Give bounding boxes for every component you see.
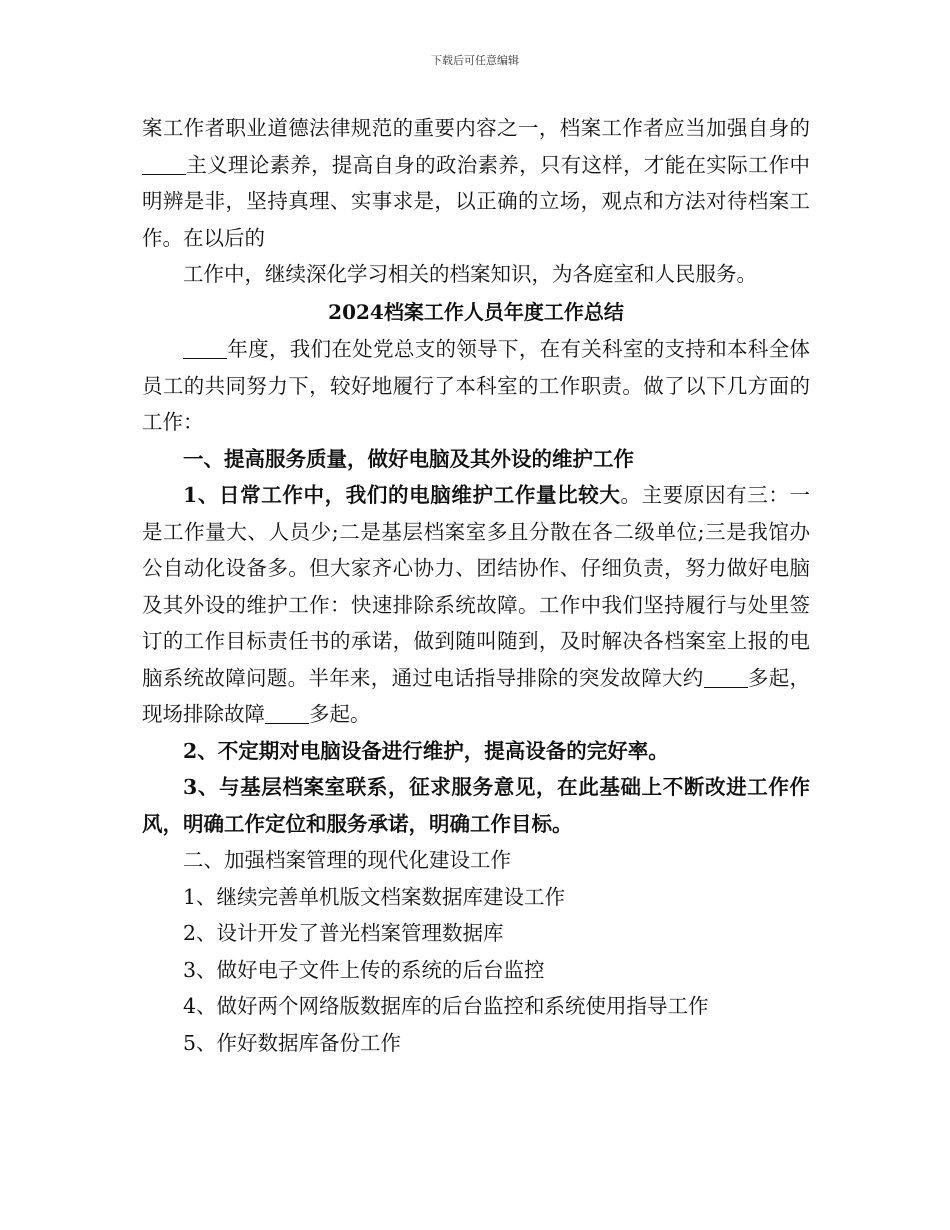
paragraph-text: 多起。 xyxy=(309,702,371,726)
paragraph-text: 主义理论素养，提高自身的政治素养，只有这样，才能在实际工作中明辨是非，坚持真理、实事求是，以正确的立场，观点和方法对待档案工作。在以后的 xyxy=(142,152,810,250)
paragraph-item-3: 3、与基层档案室联系，征求服务意见，在此基础上不断改进工作作风，明确工作定位和服务承诺，明确工作目标。 xyxy=(142,775,810,836)
blank-underline xyxy=(142,153,186,175)
section-heading-2: 二、加强档案管理的现代化建设工作 xyxy=(183,848,511,872)
item-bold-lead: 1、日常工作中，我们的电脑维护工作量比较大 xyxy=(183,483,621,507)
paragraph-text: 多起，现场排除故障 xyxy=(142,665,811,726)
blank-underline xyxy=(183,338,227,360)
paragraph: 工作中，继续深化学习相关的档案知识，为各庭室和人民服务。 xyxy=(183,262,757,286)
paragraph-item-2: 2、不定期对电脑设备进行维护，提高设备的完好率。 xyxy=(183,738,669,763)
list-item: 4、做好两个网络版数据库的后台监控和系统使用指导工作 xyxy=(183,994,709,1018)
paragraph-item-1 xyxy=(142,477,810,733)
document-body xyxy=(142,110,810,1061)
paragraph-continuation xyxy=(142,110,810,256)
list-item: 2、设计开发了普光档案管理数据库 xyxy=(183,921,504,945)
blank-underline xyxy=(265,703,309,725)
paragraph-text: 。主要原因有三：一是工作量大、人员少;二是基层档案室多且分散在各二级单位;三是我馆办公自动化设备多。但大家齐心协力、团结协作、仔细负责，努力做好电脑及其外设的维护工作：快速排除系统故障。工作中我们坚持履行与处里签订的工作目标责任书的承诺，做到随叫随到，及时解决各档案室上报的电脑系统故障问题。半年来，通过电话指导排除的突发故障大约 xyxy=(142,483,810,690)
list-item: 1、继续完善单机版文档案数据库建设工作 xyxy=(183,884,566,909)
document-title: 2024档案工作人员年度工作总结 xyxy=(328,299,624,324)
paragraph-text: 案工作者职业道德法律规范的重要内容之一，档案工作者应当加强自身的 xyxy=(142,116,810,140)
list-item: 3、做好电子文件上传的系统的后台监控 xyxy=(183,957,545,982)
paragraph-text: 年度，我们在处党总支的领导下，在有关科室的支持和本科全体员工的共同努力下，较好地履行了本科室的工作职责。做了以下几方面的工作： xyxy=(142,337,810,434)
section-heading-1: 一、提高服务质量，做好电脑及其外设的维护工作 xyxy=(183,446,634,471)
list-item: 5、作好数据库备份工作 xyxy=(183,1030,402,1055)
blank-underline xyxy=(704,666,748,688)
page-header-note: 下载后可任意编辑 xyxy=(431,54,519,67)
paragraph-intro xyxy=(142,331,810,441)
